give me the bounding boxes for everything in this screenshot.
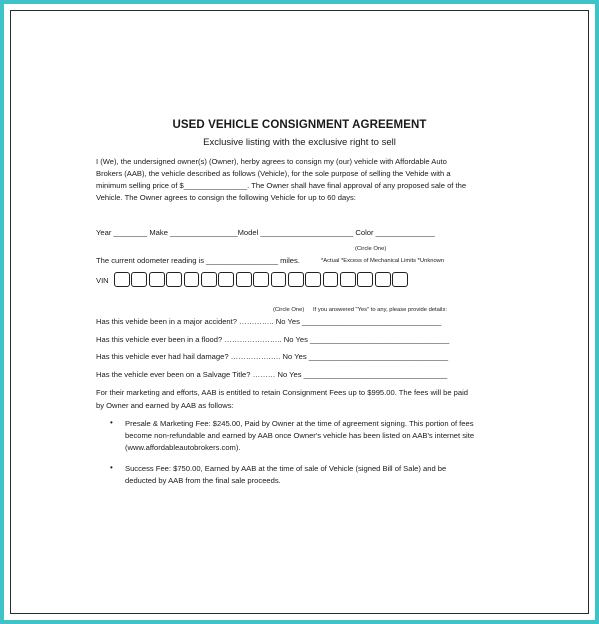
intro-line-4: Vehicle. The Owner agrees to consign the following Vehicle for up to 60 days: bbox=[96, 193, 356, 202]
bullet-success-line-2: deducted by AAB from the final sale proceeds. bbox=[125, 476, 281, 485]
question-flood[interactable]: Has this vehicle ever been in a flood? ………………….. No Yes _________________________________ bbox=[96, 335, 450, 344]
vin-character-box[interactable] bbox=[323, 272, 339, 287]
intro-line-2: Brokers (AAB), the vehicle described as follows (Vehicle), for the sole purpose of selling the Vehide with a bbox=[96, 169, 451, 178]
intro-line-3: minimum selling price of $_______________. The Owner shall have final approval of any proposed sale of the bbox=[96, 181, 467, 190]
vin-character-box[interactable] bbox=[218, 272, 234, 287]
questions-note: If you answered "Yes" to any, please provide details: bbox=[313, 307, 447, 313]
vin-character-box[interactable] bbox=[253, 272, 269, 287]
vin-character-box[interactable] bbox=[201, 272, 217, 287]
vin-character-box[interactable] bbox=[271, 272, 287, 287]
question-hail-damage[interactable]: Has this vehicle ever had hail damage? …………….…. No Yes _________________________________ bbox=[96, 352, 449, 361]
odometer-options[interactable]: *Actual *Excess of Mechanical Limits *Unknown bbox=[321, 258, 445, 264]
vin-character-box[interactable] bbox=[114, 272, 130, 287]
circle-one-label-odometer: (Circle One) bbox=[355, 246, 387, 252]
document-title: USED VEHICLE CONSIGNMENT AGREEMENT bbox=[172, 119, 427, 131]
document-subtitle: Exclusive listing with the exclusive right to sell bbox=[203, 137, 396, 148]
vin-character-box[interactable] bbox=[357, 272, 373, 287]
circle-one-label-questions: (Circle One) bbox=[273, 307, 305, 313]
bullet-glyph-success: • bbox=[110, 463, 113, 472]
odometer-reading-field[interactable]: The current odometer reading is _________________ miles. bbox=[96, 256, 300, 265]
vin-character-box[interactable] bbox=[131, 272, 147, 287]
vin-label: VIN bbox=[96, 276, 109, 285]
question-major-accident[interactable]: Has this vehide been in a major accident? ………….. No Yes _________________________________ bbox=[96, 317, 442, 326]
vin-character-box[interactable] bbox=[340, 272, 356, 287]
vin-box-group bbox=[114, 272, 408, 287]
vin-character-box[interactable] bbox=[375, 272, 391, 287]
bullet-presale-line-3: (www.affordableautobrokers.com). bbox=[125, 443, 241, 452]
vin-character-box[interactable] bbox=[288, 272, 304, 287]
vin-character-box[interactable] bbox=[149, 272, 165, 287]
bullet-presale-line-2: become non-refundable and earned by AAB once Owner's vehicle has been listed on AAB's internet site bbox=[125, 431, 475, 440]
vin-character-box[interactable] bbox=[184, 272, 200, 287]
fees-line-2: by Owner and earned by AAB as follows: bbox=[96, 401, 234, 410]
bullet-presale-line-1: Presale & Marketing Fee: $245.00, Paid by Owner at the time of agreement signing. This portion of fees bbox=[125, 419, 474, 428]
vin-character-box[interactable] bbox=[392, 272, 408, 287]
intro-line-1: I (We), the undersigned owner(s) (Owner), herby agrees to consign my (our) vehicle with Affordable Auto bbox=[96, 157, 447, 166]
question-salvage-title[interactable]: Has the vehicle ever been on a Salvage Title? ……… No Yes __________________________________ bbox=[96, 370, 448, 379]
vin-character-box[interactable] bbox=[305, 272, 321, 287]
vin-character-box[interactable] bbox=[166, 272, 182, 287]
bullet-glyph-presale: • bbox=[110, 418, 113, 427]
vin-character-box[interactable] bbox=[236, 272, 252, 287]
bullet-success-line-1: Success Fee: $750.00, Earned by AAB at the time of sale of Vehicle (signed Bill of Sale) and be bbox=[125, 464, 447, 473]
fees-line-1: For their marketing and efforts, AAB is entitled to retain Consignment Fees up to $995.00. The fees will be paid bbox=[96, 388, 469, 397]
vehicle-details-field[interactable]: Year ________ Make ________________Model ______________________ Color ______________ bbox=[96, 228, 435, 237]
